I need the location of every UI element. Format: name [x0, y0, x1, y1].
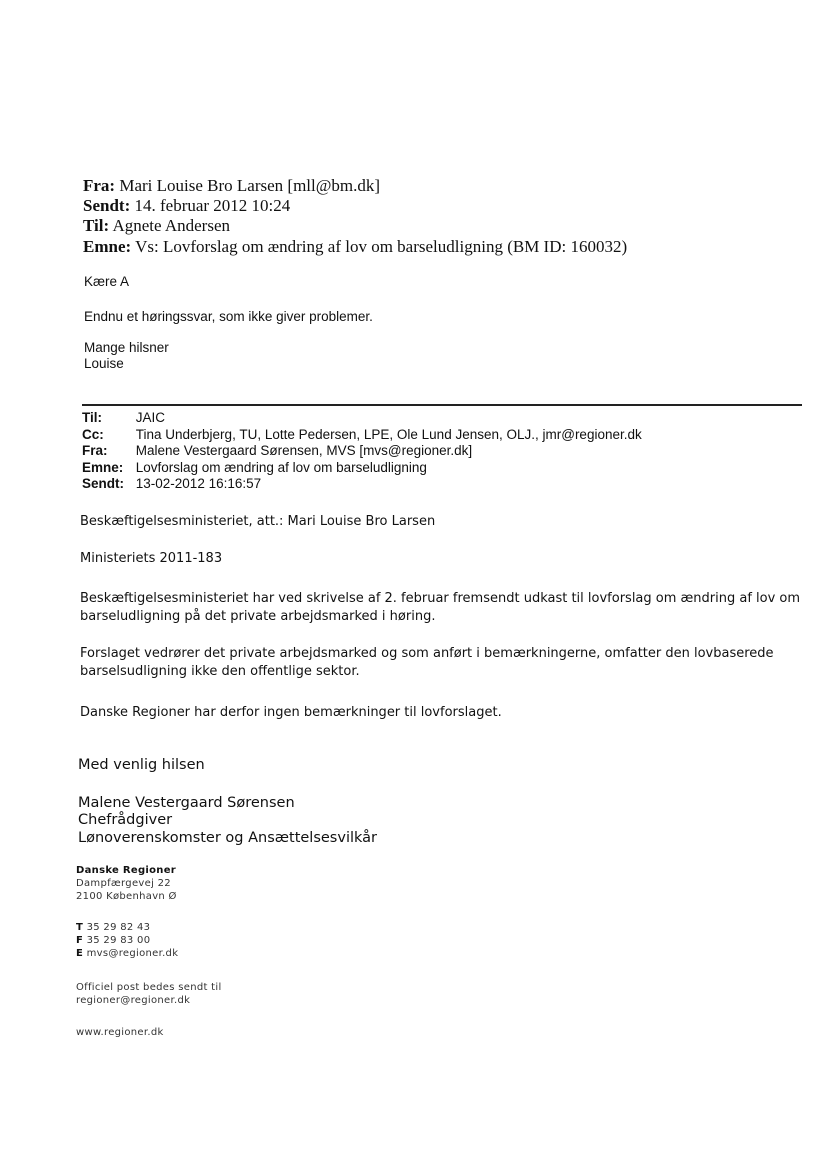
letter-reference: Ministeriets 2011-183 [80, 551, 223, 566]
letter-paragraph-2-line-1: Forslaget vedrører det private arbejdsmarked og som anført i bemærkningerne, omfatter den lovbaserede [80, 646, 774, 661]
forward-to-line [83, 216, 230, 236]
forward-from-label: Fra: [83, 176, 116, 195]
letter-paragraph-3: Danske Regioner har derfor ingen bemærkninger til lovforslaget. [80, 705, 502, 720]
org-phone-line [76, 922, 150, 934]
signature-department: Lønoverenskomster og Ansættelsesvilkår [78, 830, 377, 846]
org-phone: 35 29 82 43 [86, 922, 151, 933]
letter-paragraph-1-line-1: Beskæftigelsesministeriet har ved skrivelse af 2. februar fremsendt udkast til lovforslag om ændring af lov om [80, 591, 801, 606]
original-sent-value: 13-02-2012 16:16:57 [135, 476, 262, 491]
letter-paragraph-2-line-2: barselsudligning ikke den offentlige sektor. [80, 664, 360, 679]
original-to-line [82, 410, 165, 425]
forward-text: Endnu et høringssvar, som ikke giver problemer. [84, 309, 373, 324]
forward-sent-value: 14. februar 2012 10:24 [134, 196, 291, 215]
forward-to-value: Agnete Andersen [112, 216, 231, 235]
signature-title: Chefrådgiver [78, 812, 173, 828]
forward-from-value: Mari Louise Bro Larsen [mll@bm.dk] [119, 176, 381, 195]
original-cc-line [82, 427, 642, 442]
original-to-value: JAIC [135, 410, 166, 425]
original-subject-value: Lovforslag om ændring af lov om barseludligning [135, 460, 427, 475]
org-name: Danske Regioner [76, 865, 177, 876]
forward-subject-label: Emne: [83, 237, 132, 256]
original-subject-line [82, 460, 427, 475]
forward-subject-line [83, 237, 627, 257]
signature-greeting: Med venlig hilsen [78, 757, 205, 773]
org-email-label: E [76, 948, 84, 959]
org-email-line [76, 948, 178, 960]
forward-greeting: Kære A [84, 274, 130, 289]
letter-paragraph-1-line-2: barseludligning på det private arbejdsmarked i høring. [80, 609, 436, 624]
org-street: Dampfærgevej 22 [76, 878, 171, 889]
letter-addressee: Beskæftigelsesministeriet, att.: Mari Louise Bro Larsen [80, 514, 436, 529]
org-phone-label: T [76, 922, 84, 933]
original-from-value: Malene Vestergaard Sørensen, MVS [mvs@regioner.dk] [135, 443, 473, 458]
original-cc-value: Tina Underbjerg, TU, Lotte Pedersen, LPE, Ole Lund Jensen, OLJ., jmr@regioner.dk [135, 427, 642, 442]
org-fax: 35 29 83 00 [86, 935, 151, 946]
message-separator [82, 404, 802, 406]
original-from-line [82, 443, 472, 458]
org-fax-line [76, 935, 150, 947]
org-city: 2100 København Ø [76, 891, 177, 902]
original-cc-label: Cc: [82, 427, 104, 442]
forward-from-line [83, 176, 380, 196]
forward-sent-line [83, 196, 290, 216]
signature-name: Malene Vestergaard Sørensen [78, 795, 295, 811]
original-from-label: Fra: [82, 443, 108, 458]
official-post-line-2: regioner@regioner.dk [76, 995, 191, 1006]
org-email: mvs@regioner.dk [86, 948, 179, 959]
official-post-line-1: Officiel post bedes sendt til [76, 982, 222, 993]
original-sent-label: Sendt: [82, 476, 124, 491]
forward-name: Louise [84, 356, 124, 371]
forward-to-label: Til: [83, 216, 110, 235]
forward-subject-value: Vs: Lovforslag om ændring af lov om barseludligning (BM ID: 160032) [135, 237, 628, 256]
original-subject-label: Emne: [82, 460, 124, 475]
original-to-label: Til: [82, 410, 102, 425]
forward-closing: Mange hilsner [84, 340, 169, 355]
org-fax-label: F [76, 935, 84, 946]
website-link[interactable]: www.regioner.dk [76, 1027, 164, 1038]
forward-sent-label: Sendt: [83, 196, 131, 215]
original-sent-line [82, 476, 261, 491]
